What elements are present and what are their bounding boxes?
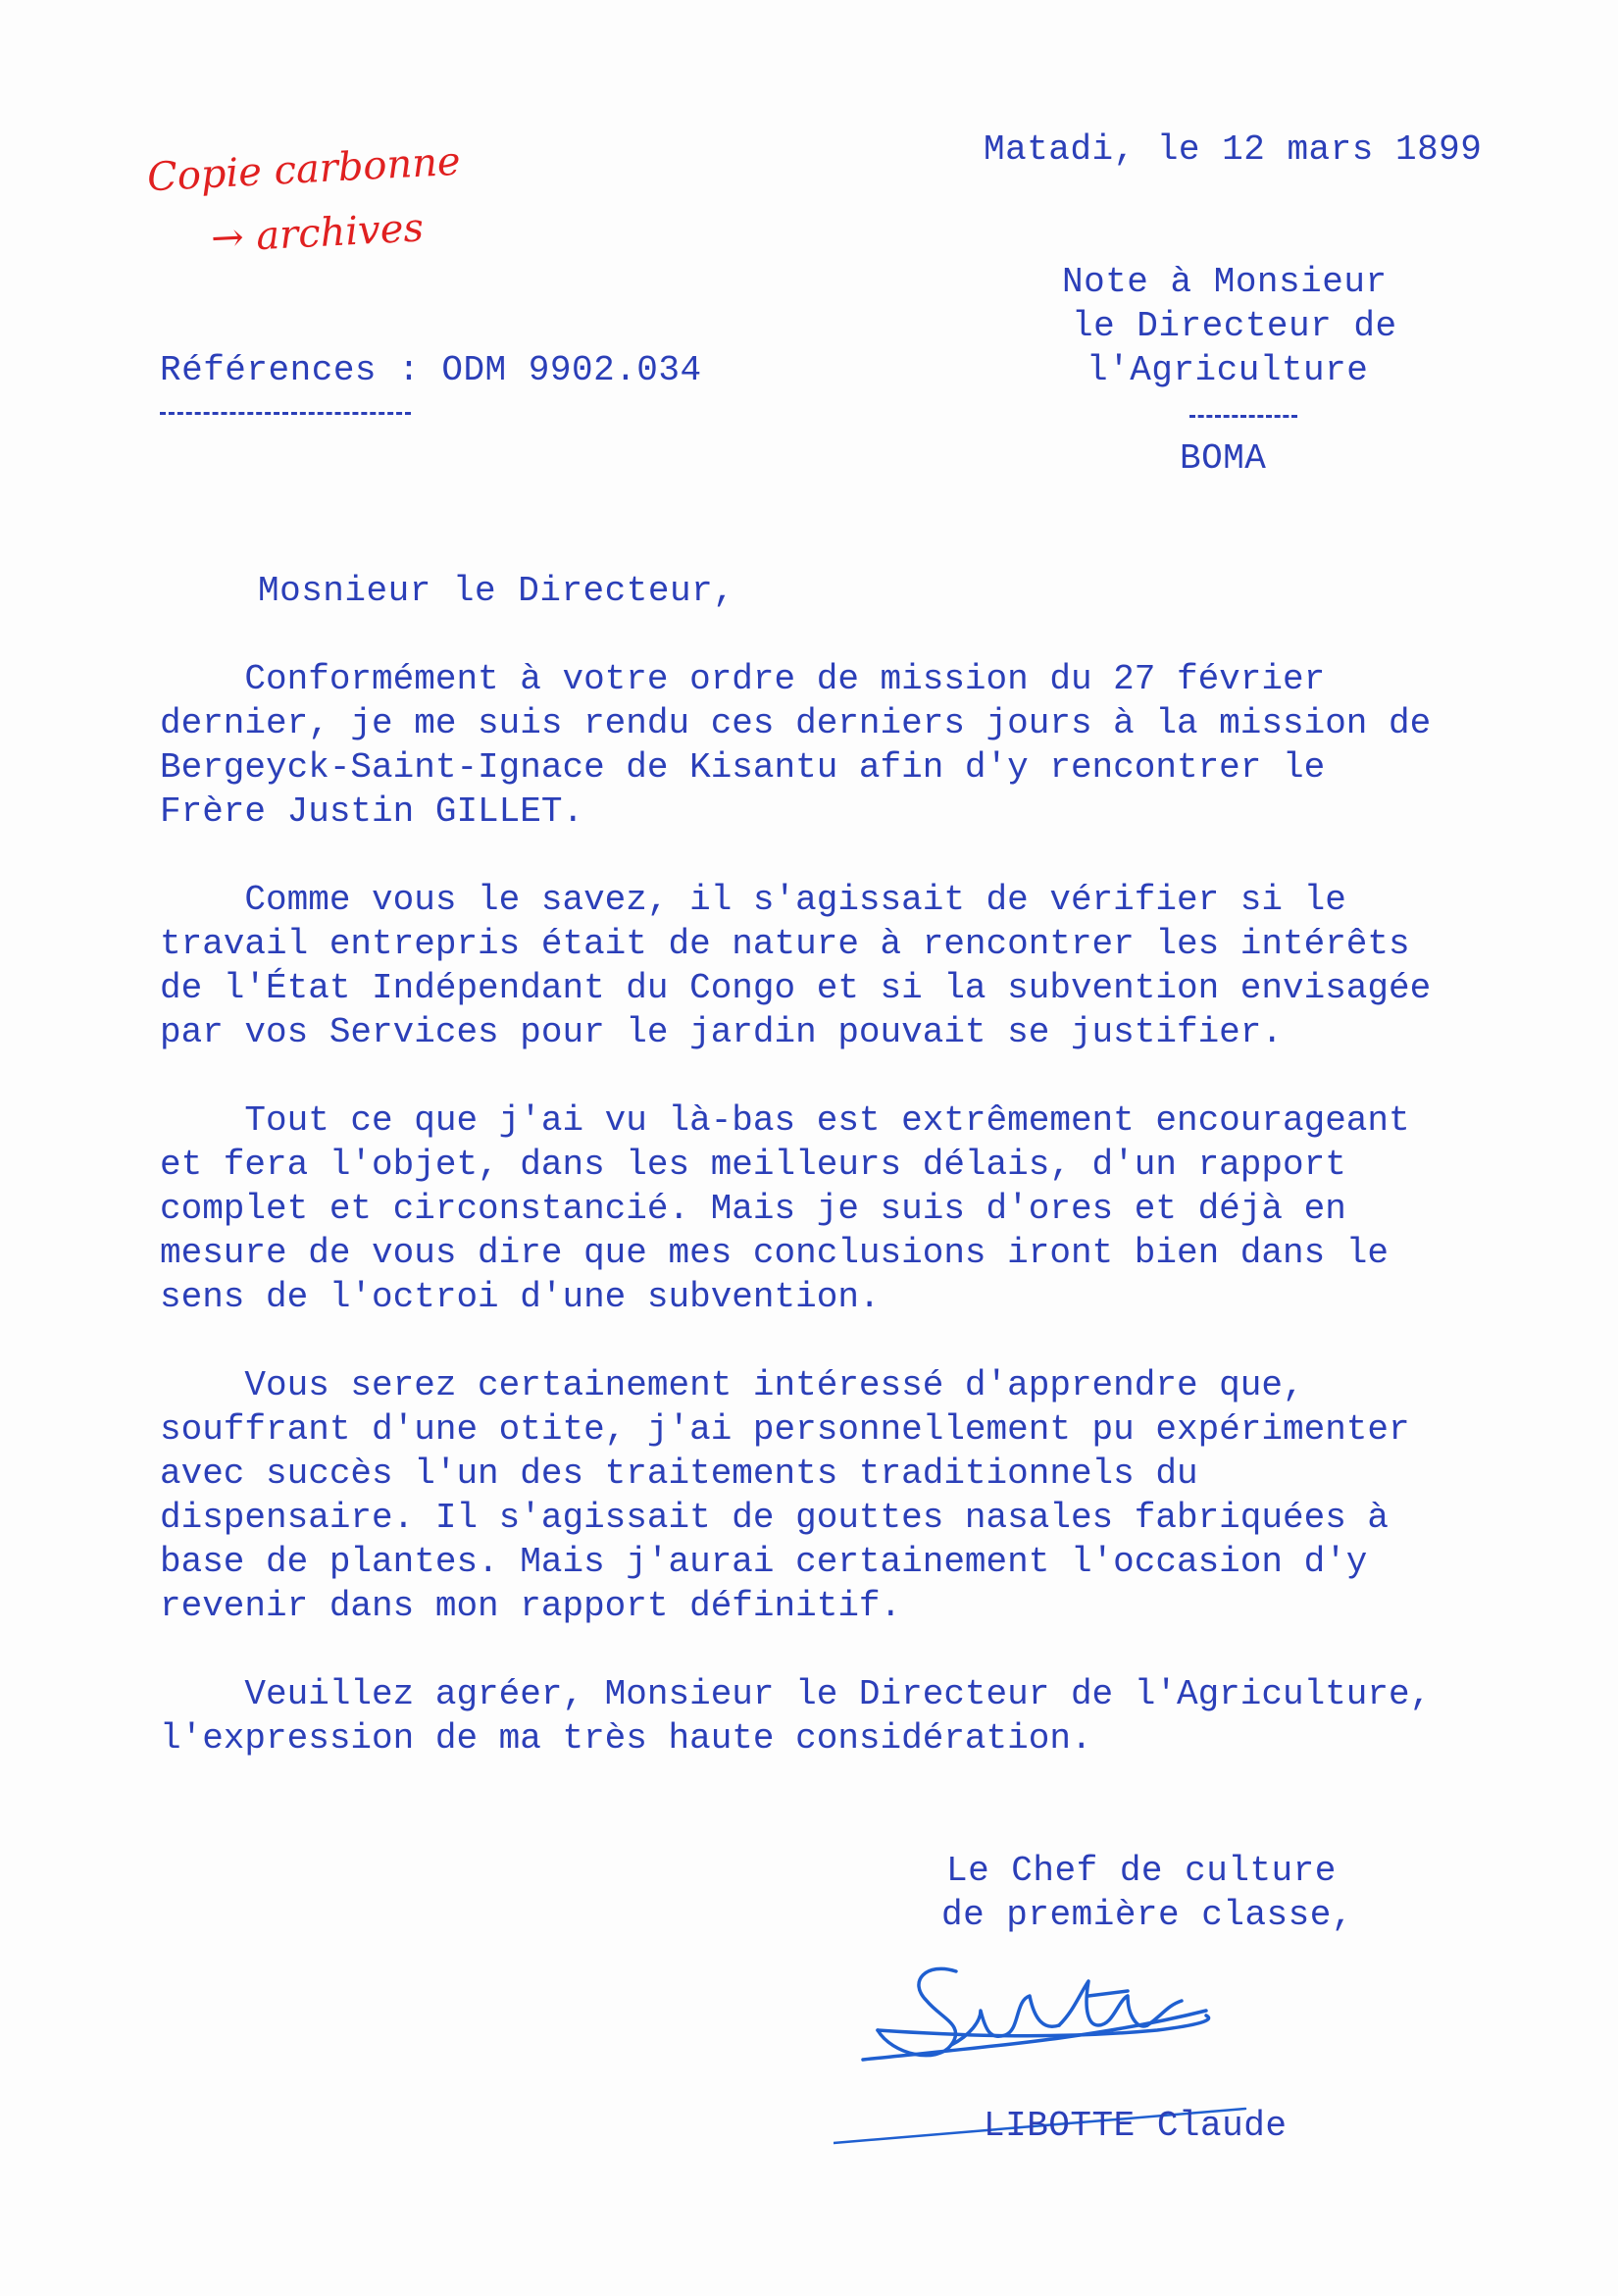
paragraph-3 xyxy=(160,1098,1513,1319)
paragraph-line: de l'État Indépendant du Congo et si la subvention envisagée xyxy=(160,968,1432,1008)
paragraph-2 xyxy=(160,878,1513,1054)
paragraph-line: et fera l'objet, dans les meilleurs délais, d'un rapport xyxy=(160,1145,1346,1185)
paragraph-line: complet et circonstancié. Mais je suis d'ores et déjà en xyxy=(160,1189,1346,1229)
references-underline xyxy=(160,412,411,415)
closing-title-1: Le Chef de culture xyxy=(946,1851,1337,1891)
paragraph-line: Bergeyck-Saint-Ignace de Kisantu afin d'y rencontrer le xyxy=(160,747,1326,788)
paragraph-line: dernier, je me suis rendu ces derniers jours à la mission de xyxy=(160,703,1432,743)
recipient-city: BOMA xyxy=(1180,438,1267,479)
paragraph-line: souffrant d'une otite, j'ai personnellement pu expérimenter xyxy=(160,1409,1410,1450)
paragraph-line: Tout ce que j'ai vu là-bas est extrêmement encourageant xyxy=(160,1100,1410,1141)
paragraph-line: l'expression de ma très haute considération. xyxy=(160,1718,1092,1759)
closing-title-2: de première classe, xyxy=(941,1895,1353,1935)
annotation-line-2: → archives xyxy=(209,205,426,262)
paragraph-line: Veuillez agréer, Monsieur le Directeur de l'Agriculture, xyxy=(160,1674,1432,1714)
paragraph-line: avec succès l'un des traitements traditionnels du xyxy=(160,1454,1198,1494)
paragraph-line: travail entrepris était de nature à rencontrer les intérêts xyxy=(160,924,1410,964)
annotation-line-1: Copie carbonne xyxy=(146,138,462,201)
paragraph-line: Frère Justin GILLET. xyxy=(160,791,584,832)
salutation: Mosnieur le Directeur, xyxy=(258,571,735,611)
paragraph-line: revenir dans mon rapport définitif. xyxy=(160,1586,902,1626)
paragraph-line: base de plantes. Mais j'aurai certainement l'occasion d'y xyxy=(160,1542,1368,1582)
paragraph-4 xyxy=(160,1363,1513,1628)
paragraph-line: mesure de vous dire que mes conclusions iront bien dans le xyxy=(160,1233,1390,1273)
paragraph-line: Comme vous le savez, il s'agissait de vérifier si le xyxy=(160,880,1346,920)
paragraph-line: Conformément à votre ordre de mission du 27 février xyxy=(160,659,1326,699)
signatory-name: LIBOTTE Claude xyxy=(984,2106,1288,2146)
paragraph-1 xyxy=(160,657,1513,834)
place-date: Matadi, le 12 mars 1899 xyxy=(984,129,1483,170)
paragraph-line: sens de l'octroi d'une subvention. xyxy=(160,1277,881,1317)
paragraph-line: par vos Services pour le jardin pouvait se justifier. xyxy=(160,1012,1283,1052)
recipient-line-1: Note à Monsieur xyxy=(1062,262,1388,302)
recipient-line-2: le Directeur de xyxy=(1072,306,1397,346)
paragraph-line: Vous serez certainement intéressé d'apprendre que, xyxy=(160,1365,1304,1405)
recipient-underline xyxy=(1189,415,1297,418)
references: Références : ODM 9902.034 xyxy=(160,350,702,390)
recipient-line-3: l'Agriculture xyxy=(1087,350,1369,390)
paragraph-line: dispensaire. Il s'agissait de gouttes nasales fabriquées à xyxy=(160,1498,1390,1538)
paragraph-5 xyxy=(160,1672,1513,1760)
